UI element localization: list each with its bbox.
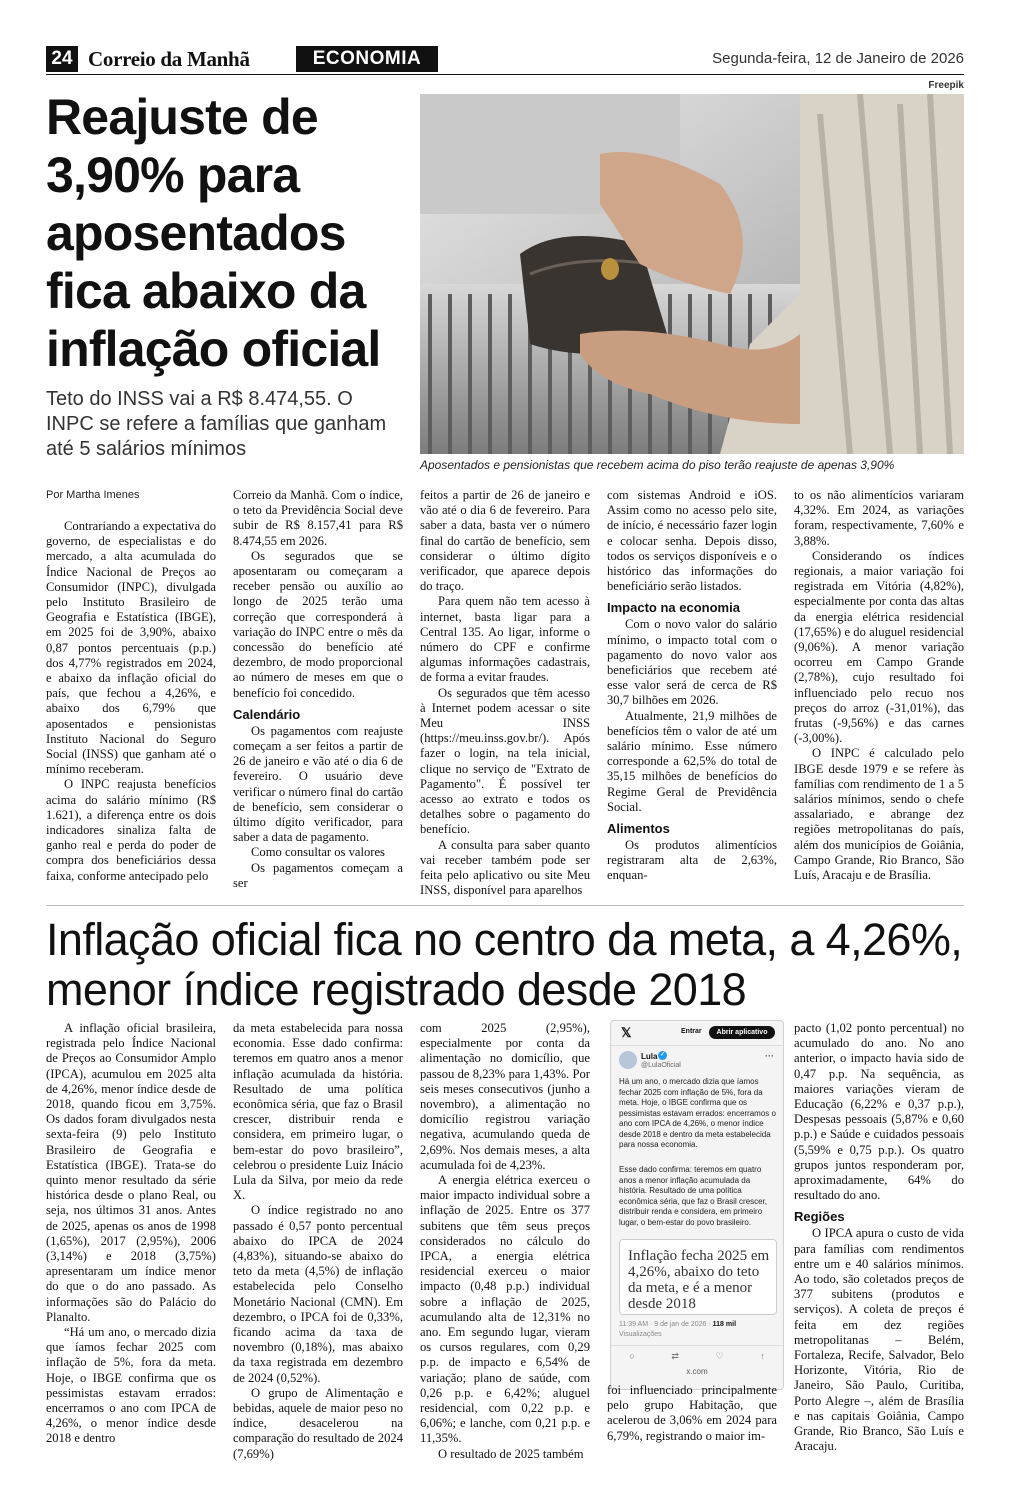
section-heading: Alimentos [607, 821, 670, 837]
article1-subheadline: Teto do INSS vai a R$ 8.474,55. O INPC se refere a famílias que ganham até 5 salários mínimos [46, 388, 387, 460]
coin [601, 258, 619, 280]
paragraph: Os pagamentos com reajuste começam a ser feitos a partir de 26 de janeiro e vão até o dia 6 de fevereiro. O usuário deve verificar o número final do cartão de benefício, sem considerar o último dígito verificador, para saber a data de pagamento. [233, 723, 403, 845]
paragraph: pacto (1,02 ponto percentual) no acumulado do ano. No ano anterior, o impacto havia sido de 0,47 p.p. Na sequência, as maiores variações vieram de Educação (6,22% e 0,37 p.p.), Despesas pessoais (5,87% e 0,60 p.p.) e Saúde e cuidados pessoais (5,59% e 0,75 p.p.). Os quatro grupos juntos responderam por, aproximadamente, 64% do resultado do ano. [794, 1021, 964, 1203]
article1-column-2 [233, 488, 403, 891]
paragraph: A consulta para saber quanto vai receber também pode ser feita pelo aplicativo ou site Meu INSS, disponível para aparelhos [420, 837, 590, 898]
paragraph: to os não alimentícios variaram 4,32%. Em 2024, as variações foram, respectivamente, 7,60% e 3,88%. [794, 488, 964, 548]
paragraph: O índice registrado no ano passado é 0,57 ponto percentual abaixo do IPCA de 2024 (4,83%), situando-se abaixo do teto da meta (4,5%) de inflação estabelecida pelo Conselho Monetário Nacional (CMN). Em dezembro, o IPCA foi de 0,33%, ficando acima da taxa de novembro (0,18%), mas abaixo da taxa registrada em dezembro de 2024 (0,52%). [233, 1203, 403, 1385]
paragraph: Para quem não tem acesso à internet, basta ligar para a Central 135. Ao ligar, informe o número do CPF e confirme algumas informações cadastrais, de forma a evitar fraudes. [420, 594, 590, 685]
paragraph: O resultado de 2025 também [438, 1446, 584, 1461]
paragraph: Com o novo valor do salário mínimo, o impacto total com o pagamento do novo valor aos beneficiários que recebem até esse valor será de cerca de R$ 30,7 bilhões em 2026. [607, 617, 777, 708]
tweet-text-2: Esse dado confirma: teremos em quatro anos a menor inflação acumulada da história. Resultado de uma política econômica séria, que faz o Brasil crescer, distribuir renda e considera, em primeiro lugar, o bem-estar do povo brasileiro. [619, 1165, 768, 1227]
article2-headline: Inflação oficial fica no centro da meta, a 4,26%, menor índice registrado desde 2018 [46, 914, 963, 1015]
photo-caption: Aposentados e pensionistas que recebem acima do piso terão reajuste de apenas 3,90% [420, 458, 895, 472]
tweet-footer-divider [611, 1345, 783, 1346]
paragraph: da meta estabelecida para nossa economia. Esse dado confirma: teremos em quatro anos a menor inflação acumulada da história. Resultado de uma política econômica séria, que faz o Brasil crescer, distribuir renda e considera, em primeiro lugar, o bem-estar do povo brasileiro”, celebrou o presidente Luiz Inácio Lula da Silva, por meio da rede X. [233, 1021, 403, 1203]
article1-column-5 [794, 488, 964, 883]
more-options-icon[interactable]: ··· [765, 1051, 774, 1061]
x-logo-icon[interactable]: 𝕏 [621, 1025, 632, 1040]
article2-column-4 [607, 1383, 777, 1444]
article2-column-3 [420, 1021, 590, 1462]
newspaper-name: Correio da Manhã [88, 47, 250, 71]
paragraph: Os segurados que se aposentaram ou começaram a receber pensão ou auxílio ao longo de 2025 terão uma correção que corresponderá à variação do INPC entre o mês da concessão do benefício até dezembro, de modo proporcional ao número de meses em que o benefício foi concedido. [233, 548, 403, 700]
paragraph: “Há um ano, o mercado dizia que íamos fechar 2025 com inflação de 5%, fora da meta. Hoje, o IBGE confirma que os pessimistas estavam errados: encerramos o ano com IPCA de 4,26%, o menor índice desde 2018 e dentro [46, 1325, 216, 1446]
tweet-views-count: 118 mil [712, 1321, 737, 1328]
issue-date: Segunda-feira, 12 de Janeiro de 2026 [712, 50, 964, 67]
tweet-author-handle[interactable]: @LulaOficial [641, 1062, 681, 1069]
paragraph: Os produtos alimentícios registraram alta de 2,63%, enquan- [607, 838, 777, 883]
section-tag: ECONOMIA [296, 46, 438, 72]
paragraph: Como consultar os valores [251, 845, 385, 860]
embedded-tweet [610, 1020, 784, 1390]
tweet-domain[interactable]: x.com [686, 1367, 708, 1376]
tweet-author-name[interactable]: Lula [641, 1052, 658, 1061]
paragraph: com sistemas Android e iOS. Assim como no acesso pelo site, de início, é necessário fazer login e colocar senha. Depois disso, todos os serviços disponíveis e o histórico das informações do beneficiário serão listados. [607, 488, 777, 594]
paragraph: Os pagamentos começam a ser [233, 860, 403, 890]
article2-column-5 [794, 1021, 964, 1454]
article1-photo [420, 94, 964, 454]
tweet-timestamp [619, 1321, 736, 1328]
login-link[interactable]: Entrar [681, 1028, 702, 1035]
paragraph: com 2025 (2,95%), especialmente por conta da alimentação no domicílio, que passou de 8,23% para 1,43%. Por seis meses consecutivos (junho a novembro), a alimentação no domicílio registrou variação negativa, acumulando queda de 2,69%. Nos demais meses, a alta acumulada foi de 4,23%. [420, 1021, 590, 1172]
paragraph: Atualmente, 21,9 milhões de benefícios têm o valor de até um salário mínimo. Esse número corresponde a 62,5% do total de 35,15 milhões de benefícios do Regime Geral de Previdência Social. [607, 708, 777, 814]
article2-column-1 [46, 1021, 216, 1447]
open-app-button[interactable]: Abrir aplicativo [709, 1026, 775, 1039]
section-heading: Impacto na economia [607, 600, 740, 616]
paragraph: A inflação oficial brasileira, registrada pelo Índice Nacional de Preços ao Consumidor Amplo (IPCA), acumulou em 2025 alta de 4,26%, menor índice desde de 2018, quando ficou em 3,75%. Os dados foram divulgados nesta sexta-feira (9) pelo Instituto Brasileiro de Geografia e Estatística (IBGE). Trata-se do quinto menor resultado da série histórica desde o plano Real, ou seja, nos últimos 31 anos. Antes de 2025, apenas os anos de 1998 (1,65%), 2017 (2,95%), 2006 (3,14%) e 2018 (3,75%) apresentaram um índice menor do que o do ano passado. As informações são do Palácio do Planalto. [46, 1021, 216, 1324]
section-heading: Regiões [794, 1209, 845, 1225]
paragraph: O IPCA apura o custo de vida para famílias com rendimentos entre um e 40 salários mínimos. Ao todo, são coletados preços de 377 subitens (produtos e serviços). A coleta de preços é feita em dez regiões metropolitanas – Belém, Fortaleza, Recife, Salvador, Belo Horizonte, Vitória, Rio de Janeiro, São Paulo, Curitiba, Porto Alegre –, além de Brasília e nas capitais Goiânia, Campo Grande, Rio Branco, São Luís e Aracaju. [794, 1226, 964, 1454]
article1-headline: Reajuste de 3,90% para aposentados fica abaixo da inflação oficial [46, 89, 381, 377]
tweet-top-bar [611, 1021, 783, 1046]
section-heading: Calendário [233, 706, 301, 722]
header-divider [46, 74, 964, 75]
share-icon[interactable]: ↑ [760, 1351, 765, 1361]
tweet-time: 11:39 AM · 9 de jan de 2026 · [619, 1321, 713, 1328]
tweet-actions [611, 1351, 783, 1362]
paragraph: O INPC reajusta benefícios acima do salário mínimo (R$ 1.621), a diferença entre os dois indicadores sinaliza falta de ganho real e perda do poder de compra dos beneficiários dessa faixa, conforme antecipado pelo [46, 777, 216, 883]
wallet-hands-illustration [420, 94, 964, 454]
verified-badge-icon: ✓ [659, 1052, 666, 1058]
byline: Por Martha Imenes [46, 489, 140, 501]
paragraph: O INPC é calculado pelo IBGE desde 1979 e se refere às famílias com rendimento de 1 a 5 salários mínimos, sendo o chefe assalariado, e abrange dez regiões metropolitanas do país, além dos municípios de Goiânia, Campo Grande, Rio Branco, São Luís, Aracaju e de Brasília. [794, 746, 964, 883]
like-icon[interactable]: ♡ [715, 1351, 724, 1361]
link-card-title: Inflação fecha 2025 em 4,26%, abaixo do teto da meta, e é a menor desde 2018 [628, 1248, 770, 1312]
page-number: 24 [46, 46, 78, 72]
article-divider [46, 905, 964, 906]
paragraph: Os segurados que têm acesso à Internet podem acessar o site Meu INSS (https://meu.inss.gov.br/). Após fazer o login, na tela inicial, clique no serviço de "Extrato de Pagamento". É possível ter acesso ao extrato e todos os detalhes sobre o pagamento do benefício. [420, 685, 590, 837]
paragraph: A energia elétrica exerceu o maior impacto individual sobre a inflação de 2025. Entre os 377 subitens que têm seus preços considerados no cálculo do IPCA, a energia elétrica residencial exerceu o maior impacto (0,48 p.p.) individual sobre a inflação de 2025, acumulando alta de 12,31% no ano. Em segundo lugar, vieram os cursos regulares, com 0,29 p.p. de impacto e 6,54% de variação; plano de saúde, com 0,26 p.p. e 6,42%; aluguel residencial, com 0,22 p.p. e 6,06%; e lanche, com 0,21 p.p. e 11,35%. [420, 1173, 590, 1446]
tweet-text-1: Há um ano, o mercado dizia que íamos fechar 2025 com inflação de 5%, fora da meta. Hoje, o IBGE confirma que os pessimistas estavam errados: encerramos o ano com IPCA de 4,26%, o menor índice desde 2018 e dentro da meta estabelecida para nossa economia. [619, 1077, 776, 1149]
link-card[interactable] [619, 1239, 777, 1315]
article1-column-4 [607, 488, 777, 884]
reply-icon[interactable]: ○ [629, 1351, 635, 1361]
retweet-icon[interactable]: ⇄ [671, 1351, 679, 1361]
avatar[interactable] [619, 1051, 637, 1069]
paragraph: foi influenciado principalmente pelo grupo Habitação, que acelerou de 3,06% em 2024 para 6,79%, registrando o maior im- [607, 1383, 777, 1443]
paragraph: Correio da Manhã. Com o índice, o teto da Previdência Social deve subir de R$ 8.157,41 para R$ 8.474,55 em 2026. [233, 488, 403, 548]
paragraph: O grupo de Alimentação e bebidas, aquele de maior peso no índice, desacelerou na comparação do resultado de 2024 (7,69%) [233, 1385, 403, 1461]
article2-column-2 [233, 1021, 403, 1462]
article1-column-3 [420, 488, 590, 898]
tweet-views-label: Visualizações [619, 1331, 662, 1338]
paragraph: Considerando os índices regionais, a maior variação foi registrada em Vitória (4,82%), especialmente por conta das altas da energia elétrica residencial (17,65%) e do aluguel residencial (9,06%). A menor variação ocorreu em Campo Grande (2,78%), cujo resultado foi influenciado pelo recuo nos preços do arroz (-31,01%), das frutas (-9,56%) e das carnes (-3,00%). [794, 548, 964, 746]
paragraph: feitos a partir de 26 de janeiro e vão até o dia 6 de fevereiro. Para saber a data, basta ver o número final do cartão de benefício, sem considerar o último dígito verificador, que aparece depois do traço. [420, 488, 590, 594]
paragraph: Contrariando a expectativa do governo, de especialistas e do mercado, a alta acumulada do Índice Nacional de Preços ao Consumidor (INPC), divulgada pelo Instituto Brasileiro de Geografia e Estatística (IBGE), em 2025 foi de 3,90%, abaixo 0,87 pontos percentuais (p.p.) dos 4,77% registrados em 2024, e abaixo da inflação oficial do país, que fechou a 4,26%, e abaixo dos 6,79% que aposentados e pensionistas Instituto Nacional do Seguro Social (INSS) que ganham até o mínimo receberam. [46, 519, 216, 777]
article1-column-1 [46, 519, 216, 884]
photo-credit: Freepik [928, 80, 964, 91]
